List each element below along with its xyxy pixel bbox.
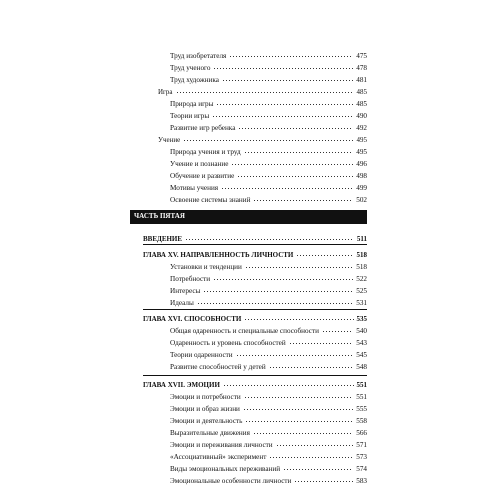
toc-entry-page: 543 xyxy=(356,339,367,347)
leader-dots xyxy=(213,273,353,281)
toc-entry-page: 475 xyxy=(356,52,367,60)
part-rule xyxy=(130,222,367,224)
toc-entry[interactable] xyxy=(170,325,367,337)
toc-entry[interactable] xyxy=(170,403,367,415)
toc-entry[interactable] xyxy=(170,337,367,349)
toc-entry-title: Теории одаренности xyxy=(170,351,233,359)
toc-entry-page: 583 xyxy=(356,477,367,485)
toc-group[interactable] xyxy=(158,134,367,146)
toc-entry-page: 492 xyxy=(356,124,367,132)
toc-entry[interactable] xyxy=(170,158,367,170)
toc-entry-title: Мотивы учения xyxy=(170,184,219,192)
toc-entry-page: 518 xyxy=(356,263,367,271)
leader-dots xyxy=(253,427,353,435)
toc-entry[interactable] xyxy=(170,170,367,182)
leader-dots xyxy=(294,475,353,483)
toc-entry[interactable] xyxy=(170,427,367,439)
toc-intro-page: 511 xyxy=(356,235,367,243)
leader-dots xyxy=(245,261,353,269)
leader-dots xyxy=(269,361,354,369)
leader-dots xyxy=(283,463,353,471)
toc-entry-page: 548 xyxy=(356,363,367,371)
toc-entry-title: Труд ученого xyxy=(170,64,211,72)
toc-entry-page: 496 xyxy=(356,160,367,168)
leader-dots xyxy=(183,134,353,142)
toc-entry[interactable] xyxy=(170,74,367,86)
toc-entry-page: 558 xyxy=(356,417,367,425)
toc-entry-title: Потребности xyxy=(170,275,211,283)
leader-dots xyxy=(197,297,353,305)
toc-entry[interactable] xyxy=(170,273,367,285)
toc-entry-page: 485 xyxy=(356,100,367,108)
toc-chapter-title: ГЛАВА XV. НАПРАВЛЕННОСТЬ ЛИЧНОСТИ xyxy=(143,251,294,259)
toc-entry-title: Идеалы xyxy=(170,299,194,307)
leader-dots xyxy=(212,110,353,118)
toc-entry-title: Труд изобретателя xyxy=(170,52,227,60)
leader-dots xyxy=(185,233,354,241)
toc-entry-page: 574 xyxy=(356,465,367,473)
toc-chapter-page: 551 xyxy=(356,381,367,389)
toc-entry-title: Одаренность и уровень способностей xyxy=(170,339,286,347)
toc-entry-title: Интересы xyxy=(170,287,201,295)
toc-entry[interactable] xyxy=(170,349,367,361)
toc-group-title: Учение xyxy=(158,136,181,144)
toc-entry-page: 566 xyxy=(356,429,367,437)
toc-entry[interactable] xyxy=(170,451,367,463)
toc-entry[interactable] xyxy=(170,122,367,134)
toc-entry-page: 495 xyxy=(356,148,367,156)
toc-chapter-page: 535 xyxy=(356,315,367,323)
toc-entry-page: 522 xyxy=(356,275,367,283)
toc-entry-title: Обучение и развитие xyxy=(170,172,235,180)
toc-entry-title: Развитие игр ребенка xyxy=(170,124,236,132)
leader-dots xyxy=(244,313,353,321)
toc-entry-title: Природа учения и труд xyxy=(170,148,241,156)
leader-dots xyxy=(245,415,353,423)
toc-entry-page: 499 xyxy=(356,184,367,192)
toc-entry[interactable] xyxy=(170,62,367,74)
toc-entry-title: Учение и познание xyxy=(170,160,229,168)
part-heading: ЧАСТЬ ПЯТАЯ xyxy=(130,210,367,222)
leader-dots xyxy=(231,158,353,166)
leader-dots xyxy=(244,391,354,399)
leader-dots xyxy=(222,74,353,82)
toc-entry-title: Развитие способностей у детей xyxy=(170,363,266,371)
chapter-divider xyxy=(143,375,367,376)
toc-entry[interactable] xyxy=(170,285,367,297)
toc-entry-title: Теории игры xyxy=(170,112,210,120)
toc-entry-page: 531 xyxy=(356,299,367,307)
toc-entry-page: 490 xyxy=(356,112,367,120)
leader-dots xyxy=(203,285,353,293)
toc-intro-title: ВВЕДЕНИЕ xyxy=(143,235,183,243)
toc-entry[interactable] xyxy=(170,261,367,273)
toc-entry-page: 573 xyxy=(356,453,367,461)
toc-entry[interactable] xyxy=(170,98,367,110)
toc-chapter-title: ГЛАВА XVII. ЭМОЦИИ xyxy=(143,381,220,389)
toc-entry[interactable] xyxy=(170,361,367,373)
toc-group[interactable] xyxy=(158,86,367,98)
toc-entry-title: Освоение системы знаний xyxy=(170,196,251,204)
toc-entry-title: Эмоции и деятельность xyxy=(170,417,243,425)
toc-entry-page: 481 xyxy=(356,76,367,84)
leader-dots xyxy=(229,50,353,58)
leader-dots xyxy=(269,451,353,459)
toc-entry[interactable] xyxy=(170,50,367,62)
toc-entry-page: 498 xyxy=(356,172,367,180)
toc-entry[interactable] xyxy=(170,391,367,403)
toc-entry-page: 545 xyxy=(356,351,367,359)
leader-dots xyxy=(176,86,354,94)
leader-dots xyxy=(289,337,353,345)
leader-dots xyxy=(223,379,354,387)
toc-entry-title: Установки и тенденции xyxy=(170,263,242,271)
leader-dots xyxy=(276,439,354,447)
leader-dots xyxy=(243,403,353,411)
chapter-divider xyxy=(143,309,367,310)
toc-chapter-title: ГЛАВА XVI. СПОСОБНОСТИ xyxy=(143,315,242,323)
toc-entry[interactable] xyxy=(170,415,367,427)
toc-group-page: 485 xyxy=(356,88,367,96)
toc-entry-page: 551 xyxy=(356,393,367,401)
leader-dots xyxy=(253,194,353,202)
chapter-divider xyxy=(143,244,367,245)
leader-dots xyxy=(216,98,353,106)
toc-entry-page: 525 xyxy=(356,287,367,295)
toc-chapter[interactable] xyxy=(143,379,367,391)
toc-entry-title: Природа игры xyxy=(170,100,214,108)
leader-dots xyxy=(236,349,354,357)
toc-entry[interactable] xyxy=(170,194,367,206)
leader-dots xyxy=(237,170,353,178)
toc-entry-title: Выразительные движения xyxy=(170,429,250,437)
toc-entry[interactable] xyxy=(170,110,367,122)
leader-dots xyxy=(296,249,353,257)
toc-entry[interactable] xyxy=(170,439,367,451)
toc-entry-page: 540 xyxy=(356,327,367,335)
leader-dots xyxy=(213,62,353,70)
toc-entry[interactable] xyxy=(170,475,367,487)
toc-chapter-page: 518 xyxy=(356,251,367,259)
toc-entry-title: Эмоциональные особенности личности xyxy=(170,477,292,485)
toc-entry-title: Эмоции и переживания личности xyxy=(170,441,273,449)
toc-entry-page: 502 xyxy=(356,196,367,204)
toc-entry[interactable] xyxy=(170,463,367,475)
toc-entry[interactable] xyxy=(170,297,367,309)
leader-dots xyxy=(322,325,353,333)
toc-entry-title: Труд художника xyxy=(170,76,219,84)
leader-dots xyxy=(221,182,353,190)
toc-group-page: 495 xyxy=(356,136,367,144)
toc-chapter[interactable] xyxy=(143,313,367,325)
toc-entry-page: 555 xyxy=(356,405,367,413)
toc-entry-title: Виды эмоциональных переживаний xyxy=(170,465,281,473)
toc-entry-title: Общая одаренность и специальные способности xyxy=(170,327,319,335)
toc-chapter[interactable] xyxy=(143,249,367,261)
toc-entry-page: 478 xyxy=(356,64,367,72)
toc-entry-title: Эмоции и образ жизни xyxy=(170,405,240,413)
toc-entry-title: Эмоции и потребности xyxy=(170,393,241,401)
leader-dots xyxy=(238,122,353,130)
toc-entry-title: «Ассоциативный» эксперимент xyxy=(170,453,267,461)
toc-entry[interactable] xyxy=(170,146,367,158)
toc-group-title: Игра xyxy=(158,88,173,96)
leader-dots xyxy=(244,146,354,154)
toc-entry-page: 571 xyxy=(356,441,367,449)
toc-entry[interactable] xyxy=(170,182,367,194)
